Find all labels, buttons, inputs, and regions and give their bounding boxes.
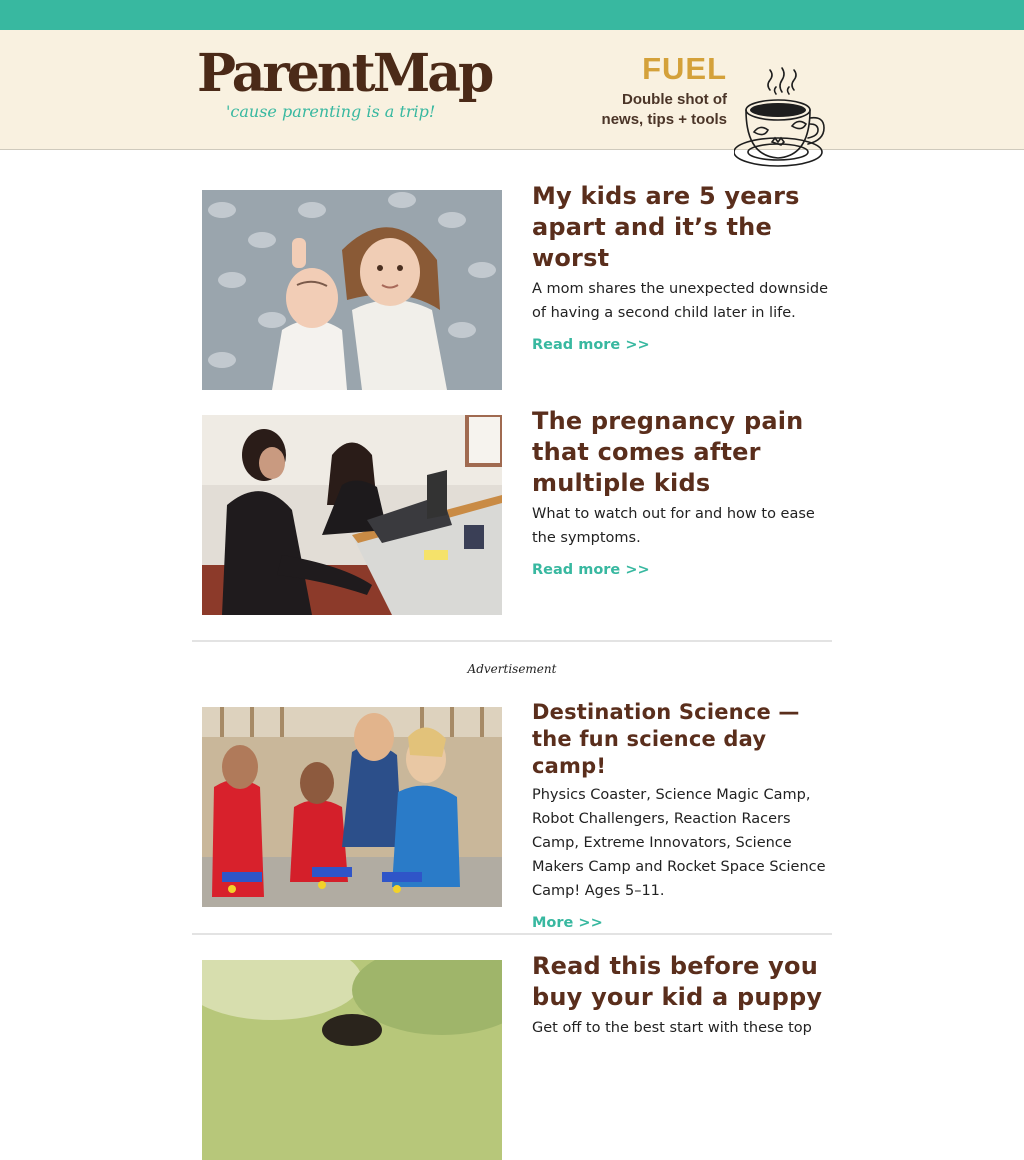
top-accent-bar bbox=[0, 0, 1024, 30]
fuel-subtitle bbox=[527, 90, 727, 130]
article-text bbox=[532, 952, 832, 1040]
article-description: Get off to the best start with these top bbox=[532, 1020, 812, 1036]
article-title[interactable]: Read this before you buy your kid a puppy bbox=[532, 952, 823, 1011]
article-text bbox=[532, 407, 832, 580]
fuel-subtitle-line2: news, tips + tools bbox=[601, 111, 727, 128]
article-title[interactable]: The pregnancy pain that comes after multiple kids bbox=[532, 407, 804, 497]
ad-text bbox=[532, 700, 832, 933]
advertisement-label: Advertisement bbox=[467, 662, 557, 676]
logo-tagline: 'cause parenting is a trip! bbox=[226, 102, 436, 121]
section-divider bbox=[192, 640, 832, 642]
ad-more-link[interactable]: More >> bbox=[532, 915, 603, 931]
newsletter-header bbox=[0, 30, 1024, 150]
advertisement-card bbox=[202, 700, 832, 931]
article-description: What to watch out for and how to ease the symptoms. bbox=[532, 506, 815, 546]
ad-description: Physics Coaster, Science Magic Camp, Robot Challengers, Reaction Racers Camp, Extreme Innovators, Science Makers Camp and Rocket Space Science Camp! Ages 5–11. bbox=[532, 787, 826, 899]
article-card bbox=[202, 952, 832, 1160]
fuel-subtitle-line1: Double shot of bbox=[622, 91, 727, 108]
article-image-siblings[interactable] bbox=[202, 190, 502, 390]
parentmap-logo[interactable]: ParentMap bbox=[197, 43, 492, 104]
article-card bbox=[202, 407, 832, 615]
section-divider bbox=[192, 933, 832, 935]
article-description: A mom shares the unexpected downside of having a second child later in life. bbox=[532, 281, 828, 321]
article-title[interactable]: My kids are 5 years apart and it’s the worst bbox=[532, 182, 800, 272]
article-card bbox=[202, 182, 832, 390]
fuel-title: FUEL bbox=[642, 51, 727, 86]
read-more-link[interactable]: Read more >> bbox=[532, 562, 650, 578]
coffee-cup-icon bbox=[734, 66, 830, 172]
ad-title[interactable]: Destination Science — the fun science day camp! bbox=[532, 700, 800, 778]
article-image-puppy[interactable] bbox=[202, 960, 502, 1160]
ad-image-science-camp[interactable] bbox=[202, 707, 502, 907]
article-image-pregnant-mom[interactable] bbox=[202, 415, 502, 615]
read-more-link[interactable]: Read more >> bbox=[532, 337, 650, 353]
article-text bbox=[532, 182, 832, 355]
